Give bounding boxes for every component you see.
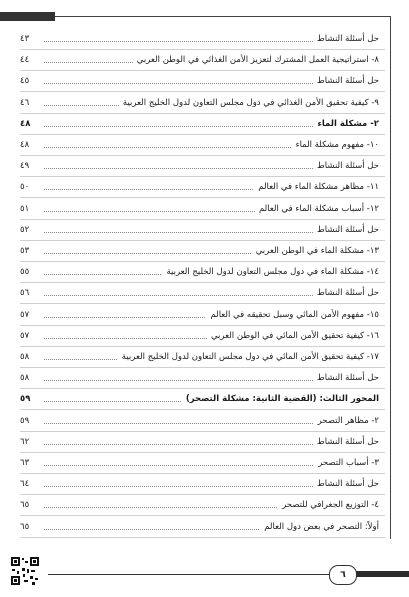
toc-entry[interactable]: [20, 390, 385, 408]
toc-entry-title: حل أسئلة النشاط: [313, 157, 379, 175]
toc-entry-title: ١٧- كيفية تحقيق الأمن المائي في دول مجلس التعاون لدول الخليج العربية: [118, 348, 379, 366]
toc-entry[interactable]: [20, 115, 385, 133]
toc-entry-title: ٢- مشكلة الماء: [314, 115, 379, 133]
toc-entry[interactable]: [20, 242, 385, 260]
toc-row-separator: [20, 282, 385, 283]
toc-entry-page: ٥٧: [20, 306, 42, 324]
toc-entry-page: ٥٣: [20, 242, 42, 260]
toc-row-separator: [20, 49, 385, 50]
toc-row-separator: [20, 155, 385, 156]
toc-row-separator: [20, 537, 385, 538]
toc-entry-page: ٦٣: [20, 454, 42, 472]
toc-row-separator: [20, 409, 385, 410]
toc-entry-title: حل أسئلة النشاط: [313, 284, 379, 302]
toc-entry-title: حل أسئلة النشاط: [313, 369, 379, 387]
toc-entry[interactable]: [20, 178, 385, 196]
toc-row-separator: [20, 197, 385, 198]
toc-entry-page: ٥١: [20, 200, 42, 218]
toc-row-separator: [20, 346, 385, 347]
toc-entry-title: ٤- التوزيع الجغرافي للتصحر: [278, 496, 379, 514]
toc-row-separator: [20, 494, 385, 495]
footer-rule: [48, 574, 330, 575]
toc-entry-title: ٣- أسباب التصحر: [314, 454, 379, 472]
toc-row-separator: [20, 219, 385, 220]
toc-entry[interactable]: [20, 221, 385, 239]
toc-entry[interactable]: [20, 51, 385, 69]
toc-entry-title: ١١- مظاهر مشكلة الماء في العالم: [254, 178, 379, 196]
toc-entry[interactable]: [20, 518, 385, 536]
toc-entry-title: حل أسئلة النشاط: [313, 433, 379, 451]
toc-row-separator: [20, 240, 385, 241]
toc-entry[interactable]: [20, 157, 385, 175]
toc-entry-title: ١٣- مشكلة الماء في الوطن العربي: [252, 242, 379, 260]
toc-entry-title: ١٥- مفهوم الأمن المائي وسبل تحقيقه في العالم: [206, 306, 379, 324]
toc-entry-page: ٥٨: [20, 348, 42, 366]
toc-entry[interactable]: [20, 72, 385, 90]
toc-entry-title: أولاً: التصحر في بعض دول العالم: [260, 518, 379, 536]
toc-entry-title: المحور الثالث: (القضية الثانية: مشكلة التصحر): [182, 390, 379, 408]
toc-entry-page: ٦٢: [20, 433, 42, 451]
toc-entry-page: ٥٦: [20, 284, 42, 302]
toc-entry-page: ٤٤: [20, 51, 42, 69]
toc-entry-page: ٥٠: [20, 178, 42, 196]
toc-row-separator: [20, 261, 385, 262]
toc-row-separator: [20, 91, 385, 92]
toc-row-separator: [20, 113, 385, 114]
footer-accent-bar: [355, 571, 409, 577]
toc-row-separator: [20, 303, 385, 304]
toc-entry-page: ٥٩: [20, 390, 42, 408]
toc-entry[interactable]: [20, 284, 385, 302]
toc-entry[interactable]: [20, 94, 385, 112]
toc-entry[interactable]: [20, 136, 385, 154]
toc-entry-title: ١٢- أسباب مشكلة الماء في العالم: [255, 200, 379, 218]
toc-entry-page: ٤٨: [20, 136, 42, 154]
toc-entry-page: ٤٥: [20, 72, 42, 90]
toc-row-separator: [20, 452, 385, 453]
toc-entry-page: ٦٥: [20, 518, 42, 536]
toc-entry-title: ١٤- مشكلة الماء في دول مجلس التعاون لدول الخليج العربية: [162, 263, 379, 281]
toc-entry-title: حل أسئلة النشاط: [313, 475, 379, 493]
toc-entry-title: حل أسئلة النشاط: [313, 72, 379, 90]
qr-code-icon[interactable]: [10, 556, 40, 586]
toc-entry[interactable]: [20, 327, 385, 345]
toc-entry[interactable]: [20, 348, 385, 366]
toc-row-separator: [20, 325, 385, 326]
toc-entry-title: حل أسئلة النشاط: [313, 221, 379, 239]
toc-entry-page: ٥٥: [20, 263, 42, 281]
toc-entry-page: ٥٨: [20, 369, 42, 387]
toc-row-separator: [20, 515, 385, 516]
toc-entry[interactable]: [20, 200, 385, 218]
toc-entry-page: ٤٨: [20, 115, 42, 133]
toc-row-separator: [20, 473, 385, 474]
toc-entry-page: ٥٢: [20, 221, 42, 239]
toc-entry-page: ٤٣: [20, 30, 42, 48]
toc-entry-title: ٢- مظاهر التصحر: [314, 412, 379, 430]
toc-row-separator: [20, 388, 385, 389]
toc-entry[interactable]: [20, 496, 385, 514]
toc-entry[interactable]: [20, 263, 385, 281]
toc-entry-title: ٨- استراتيجية العمل المشترك لتعزيز الأمن الغذائي في الوطن العربي: [133, 51, 379, 69]
toc-entry[interactable]: [20, 454, 385, 472]
toc-entry-page: ٥٧: [20, 327, 42, 345]
toc-row-separator: [20, 70, 385, 71]
toc-row-separator: [20, 431, 385, 432]
toc-entry[interactable]: [20, 412, 385, 430]
toc-entry-title: ١٠- مفهوم مشكلة الماء: [292, 136, 379, 154]
toc-entry[interactable]: [20, 475, 385, 493]
toc-entry-title: ١٦- كيفية تحقيق الأمن المائي في الوطن العربي: [207, 327, 379, 345]
toc-entry-page: ٦٤: [20, 475, 42, 493]
toc-entry-title: حل أسئلة النشاط: [313, 30, 379, 48]
toc-row-separator: [20, 367, 385, 368]
toc-entry-page: ٤٩: [20, 157, 42, 175]
toc-entry-page: ٦٥: [20, 496, 42, 514]
toc-entry[interactable]: [20, 369, 385, 387]
toc-entry-page: ٤٦: [20, 94, 42, 112]
toc-entry-title: ٩- كيفية تحقيق الأمن الغذائي في دول مجلس التعاون لدول الخليج العربية: [119, 94, 379, 112]
toc-entry[interactable]: [20, 433, 385, 451]
page-number-badge: ٦: [329, 565, 357, 585]
toc-row-separator: [20, 176, 385, 177]
toc-entry-page: ٥٩: [20, 412, 42, 430]
toc-entry[interactable]: [20, 306, 385, 324]
toc-entry[interactable]: [20, 30, 385, 48]
toc-row-separator: [20, 134, 385, 135]
